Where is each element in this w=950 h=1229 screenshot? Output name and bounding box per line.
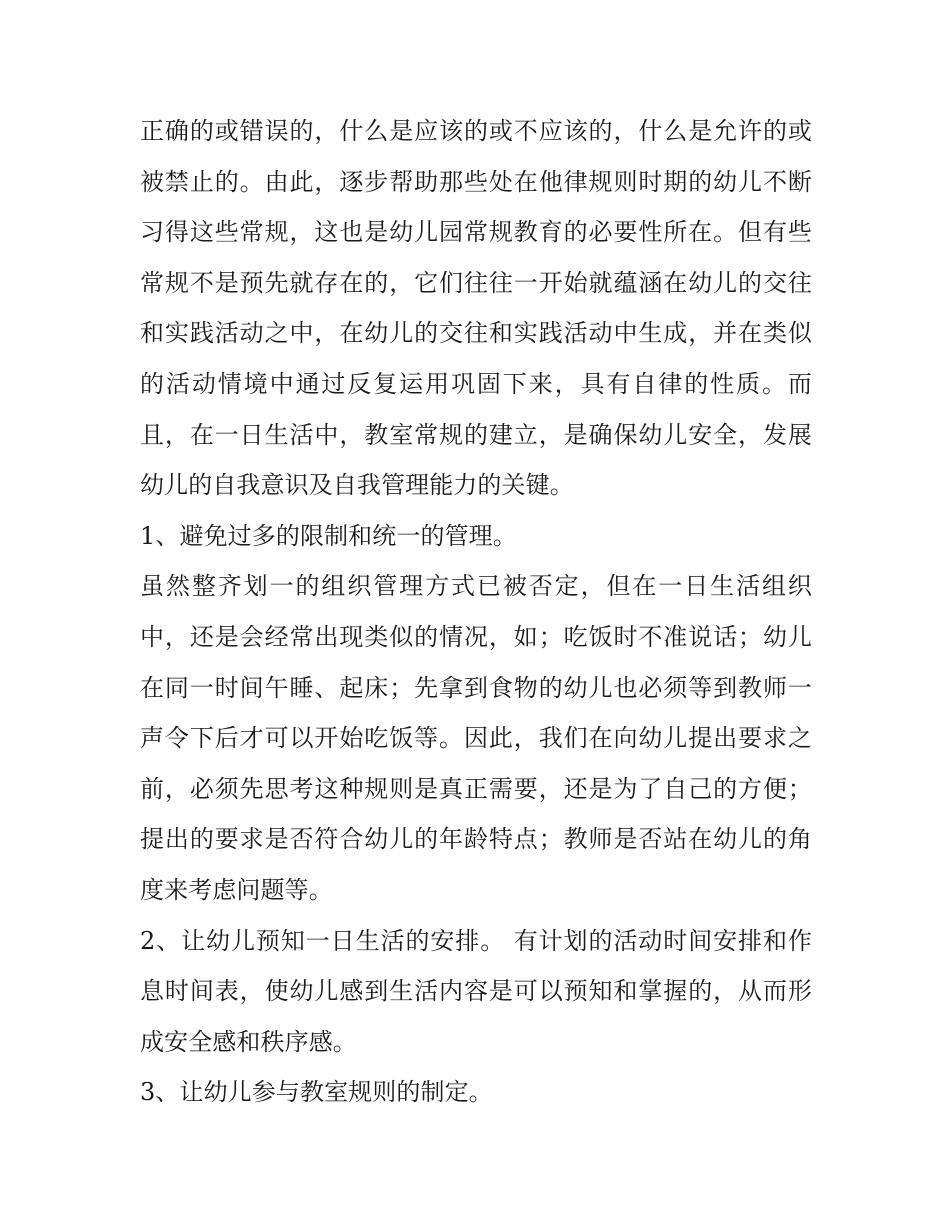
- document-body: [140, 106, 812, 1118]
- heading-item-3: 3、让幼儿参与教室规则的制定。: [140, 1078, 493, 1107]
- paragraph-intro: 正确的或错误的，什么是应该的或不应该的，什么是允许的或被禁止的。由此，逐步帮助那些处在他律规则时期的幼儿不断习得这些常规，这也是幼儿园常规教育的必要性所在。但有些常规不是预先就存在的，它们往往一开始就蕴涵在幼儿的交往和实践活动之中，在幼儿的交往和实践活动中生成，并在类似的活动情境中通过反复运用巩固下来，具有自律的性质。而且，在一日生活中，教室常规的建立，是确保幼儿安全，发展幼儿的自我意识及自我管理能力的关键。: [140, 117, 812, 500]
- paragraph-item-2: 2、让幼儿预知一日生活的安排。 有计划的活动时间安排和作息时间表，使幼儿感到生活内容是可以预知和掌握的，从而形成安全感和秩序感。: [140, 926, 812, 1056]
- heading-item-1: 1、避免过多的限制和统一的管理。: [140, 521, 517, 550]
- paragraph-item-1-body: 虽然整齐划一的组织管理方式已被否定，但在一日生活组织中，还是会经常出现类似的情况，如；吃饭时不准说话；幼儿在同一时间午睡、起床；先拿到食物的幼儿也必须等到教师一声令下后才可以开始吃饭等。因此，我们在向幼儿提出要求之前，必须先思考这种规则是真正需要，还是为了自己的方便；提出的要求是否符合幼儿的年龄特点；教师是否站在幼儿的角度来考虑问题等。: [140, 572, 812, 904]
